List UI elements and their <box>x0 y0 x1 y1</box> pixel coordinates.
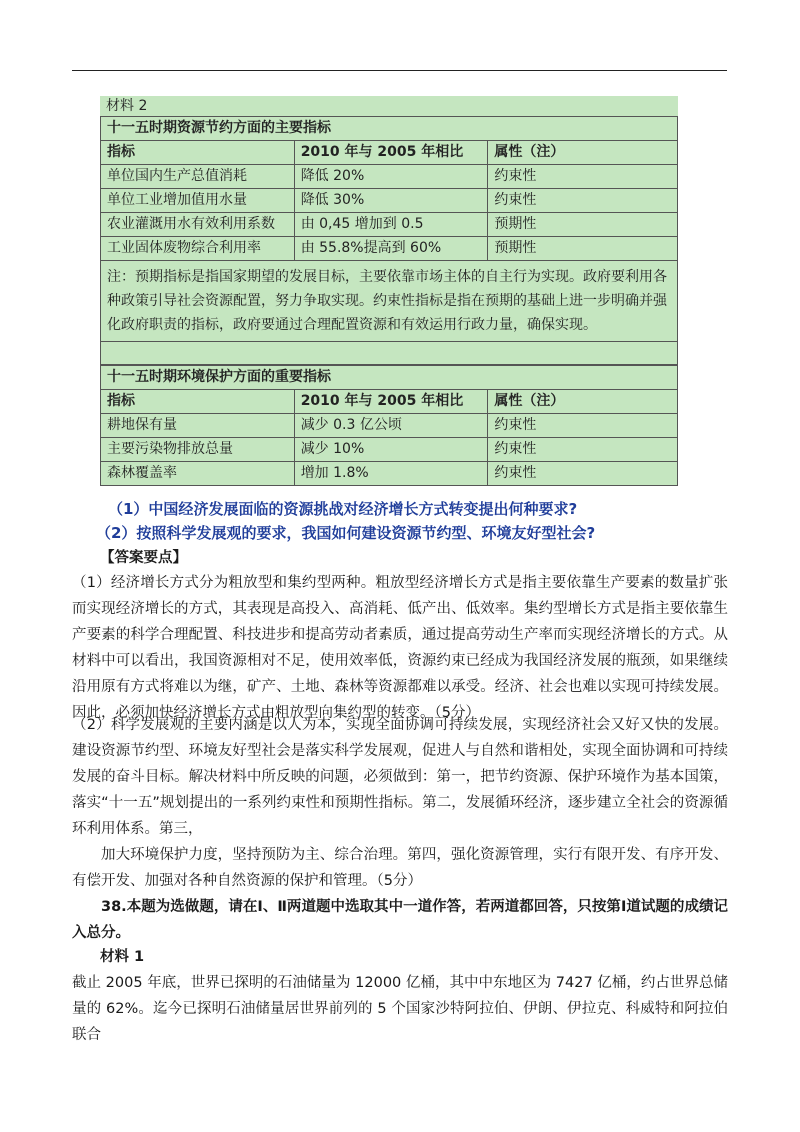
answer-paragraph-3: 加大环境保护力度，坚持预防为主、综合治理。第四，强化资源管理，实行有限开发、有序开发、有偿开发、加强对各种自然资源的保护和管理。（5分） <box>72 847 728 889</box>
table-cell: 减少 0.3 亿公顷 <box>294 414 488 438</box>
question-1: （1）中国经济发展面临的资源挑战对经济增长方式转变提出何种要求? <box>108 500 578 518</box>
column-header: 指标 <box>101 141 295 165</box>
question-38: 38.本题为选做题，请在Ⅰ、Ⅱ两道题中选取其中一道作答，若两道都回答，只按第Ⅰ道试题的成绩记入总分。 <box>72 899 728 941</box>
table-cell: 预期性 <box>488 237 678 261</box>
column-header: 2010 年与 2005 年相比 <box>294 390 488 414</box>
answer-title: 【答案要点】 <box>100 550 187 566</box>
table-cell: 约束性 <box>488 189 678 213</box>
column-header: 指标 <box>101 390 295 414</box>
column-header: 属性（注） <box>488 141 678 165</box>
column-header: 属性（注） <box>488 390 678 414</box>
table-cell: 单位工业增加值用水量 <box>101 189 295 213</box>
table-cell: 减少 10% <box>294 438 488 462</box>
material-1-label: 材料 1 <box>100 949 145 965</box>
table-row <box>101 213 678 237</box>
blank-row <box>101 342 678 365</box>
table-cell: 森林覆盖率 <box>101 462 295 486</box>
table-title: 十一五时期资源节约方面的主要指标 <box>101 117 678 141</box>
material-label: 材料 2 <box>106 98 148 114</box>
table-row <box>101 189 678 213</box>
table-cell: 约束性 <box>488 438 678 462</box>
table-header-row <box>101 141 678 165</box>
table-row <box>101 237 678 261</box>
table-row <box>101 462 678 486</box>
table-cell: 降低 30% <box>294 189 488 213</box>
table-cell: 约束性 <box>488 165 678 189</box>
answer-paragraph-1: （1）经济增长方式分为粗放型和集约型两种。粗放型经济增长方式是指主要依靠生产要素的数量扩张而实现经济增长的方式，其表现是高投入、高消耗、低产出、低效率。集约型增长方式是指主要依靠生产要素的科学合理配置、科技进步和提高劳动者素质，通过提高劳动生产率而实现经济增长的方式。从材料中可以看出，我国资源相对不足，使用效率低，资源约束已经成为我国经济发展的瓶颈，如果继续沿用原有方式将难以为继，矿产、土地、森林等资源都难以承受。经济、社会也难以实现可持续发展。因此，必须加快经济增长方式由粗放型向集约型的转变。（5分） <box>72 575 728 721</box>
resource-saving-table <box>100 116 678 365</box>
header-rule <box>72 70 727 71</box>
table-cell: 约束性 <box>488 414 678 438</box>
table-note: 注：预期指标是指国家期望的发展目标，主要依靠市场主体的自主行为实现。政府要利用各种政策引导社会资源配置，努力争取实现。约束性指标是指在预期的基础上进一步明确并强化政府职责的指标，政府要通过合理配置资源和有效运用行政力量，确保实现。 <box>101 261 678 342</box>
table-row <box>101 414 678 438</box>
table-title: 十一五时期环境保护方面的重要指标 <box>101 366 678 390</box>
table-cell: 增加 1.8% <box>294 462 488 486</box>
table-cell: 农业灌溉用水有效利用系数 <box>101 213 295 237</box>
table-row <box>101 165 678 189</box>
question-2: （2）按照科学发展观的要求，我国如何建设资源节约型、环境友好型社会? <box>96 524 596 542</box>
material-2-figure <box>100 96 678 486</box>
column-header: 2010 年与 2005 年相比 <box>294 141 488 165</box>
table-header-row <box>101 390 678 414</box>
table-cell: 耕地保有量 <box>101 414 295 438</box>
environment-protection-table <box>100 365 678 486</box>
table-cell: 由 55.8%提高到 60% <box>294 237 488 261</box>
table-cell: 由 0,45 增加到 0.5 <box>294 213 488 237</box>
table-cell: 约束性 <box>488 462 678 486</box>
table-cell: 降低 20% <box>294 165 488 189</box>
table-cell: 预期性 <box>488 213 678 237</box>
table-cell: 工业固体废物综合利用率 <box>101 237 295 261</box>
table-row <box>101 438 678 462</box>
answer-paragraph-2: （2）科学发展观的主要内涵是以人为本，实现全面协调可持续发展，实现经济社会又好又快的发展。建设资源节约型、环境友好型社会是落实科学发展观，促进人与自然和谐相处，实现全面协调和可持续发展的奋斗目标。解决材料中所反映的问题，必须做到：第一，把节约资源、保护环境作为基本国策，落实“十一五”规划提出的一系列约束性和预期性指标。第二，发展循环经济，逐步建立全社会的资源循环利用体系。第三， <box>72 717 728 837</box>
table-cell: 单位国内生产总值消耗 <box>101 165 295 189</box>
table-cell: 主要污染物排放总量 <box>101 438 295 462</box>
material-1-text: 截止 2005 年底，世界已探明的石油储量为 12000 亿桶，其中中东地区为 7427 亿桶，约占世界总储量的 62%。迄今已探明石油储量居世界前列的 5 个国家沙特阿拉伯、伊朗、伊拉克、科威特和阿拉伯联合 <box>72 975 728 1043</box>
